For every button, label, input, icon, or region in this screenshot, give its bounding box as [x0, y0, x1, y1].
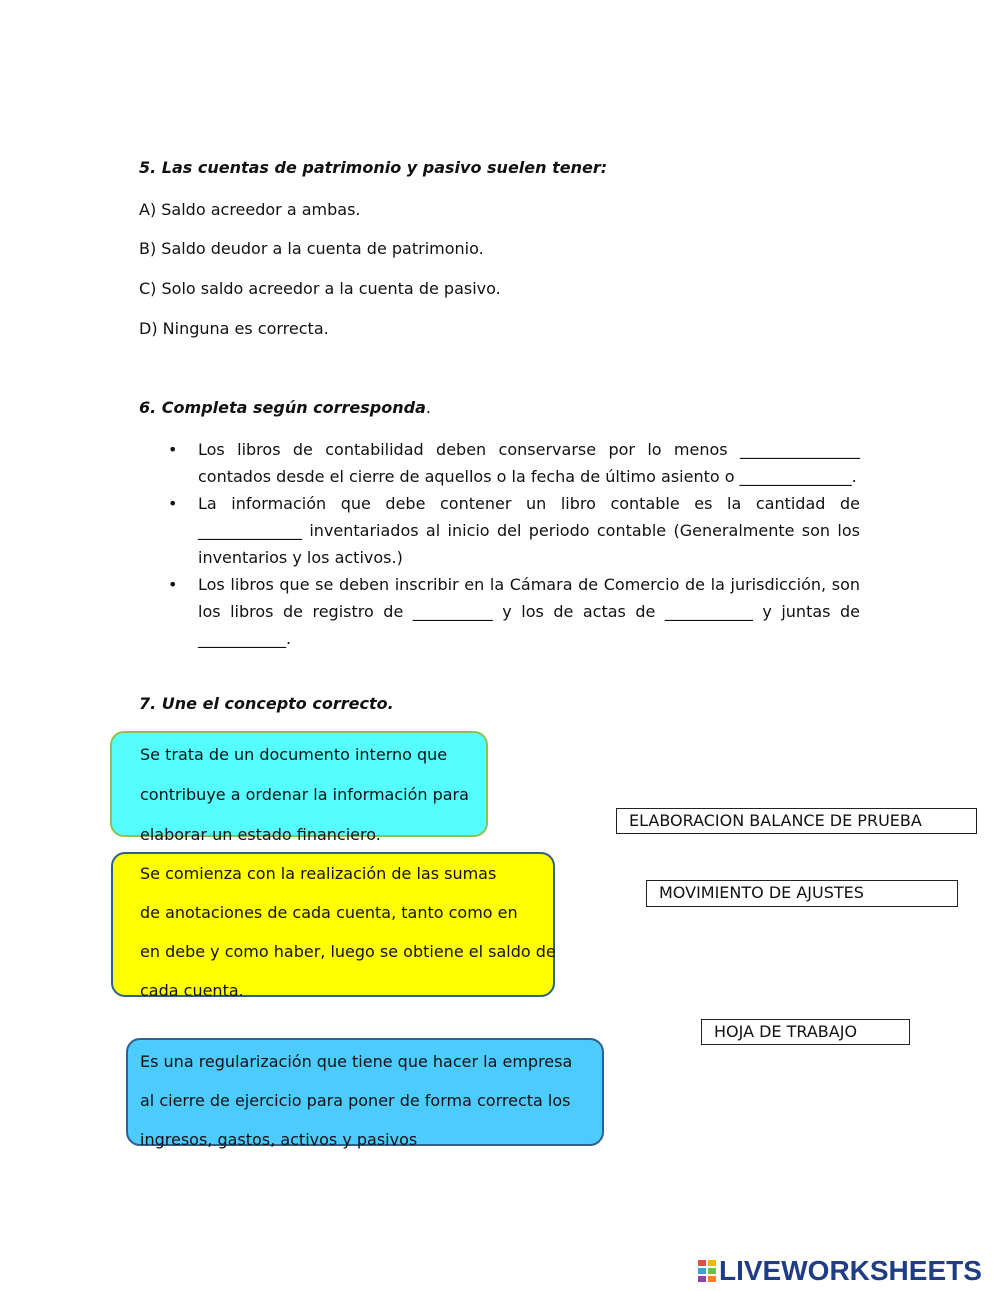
q5-option-c: C) Solo saldo acreedor a la cuenta de pasivo.: [139, 279, 501, 298]
q6-bullet-2: • La información que debe contener un libro contable es la cantidad de _____________ inventariados al inicio del periodo contable (Generalmente son los inventarios y los activos.): [168, 490, 860, 571]
q5-option-b: B) Saldo deudor a la cuenta de patrimonio.: [139, 239, 484, 258]
logo-icon-cell: [697, 1267, 707, 1275]
q6-title-period: .: [425, 398, 431, 417]
concept-3-line-1: Es una regularización que tiene que hacer la empresa: [140, 1052, 573, 1071]
q5-option-d: D) Ninguna es correcta.: [139, 319, 329, 338]
question-6-title: [139, 398, 431, 417]
concept-3-line-3: ingresos, gastos, activos y pasivos: [140, 1130, 418, 1149]
logo-icon-cell: [697, 1275, 707, 1283]
question-5-title: 5. Las cuentas de patrimonio y pasivo suelen tener:: [139, 158, 608, 177]
answer-box-movimiento-ajustes[interactable]: MOVIMIENTO DE AJUSTES: [646, 880, 958, 907]
concept-box-1[interactable]: [110, 731, 488, 844]
concept-3-line-2: al cierre de ejercicio para poner de forma correcta los: [140, 1091, 571, 1110]
q6-bullet-1: • Los libros de contabilidad deben conservarse por lo menos _______________ contados desde el cierre de aquellos o la fecha de último asiento o ______________.: [168, 436, 860, 490]
concept-1-line-2: contribuye a ordenar la información para: [140, 785, 469, 804]
logo-icon-cell: [697, 1259, 707, 1267]
q6-bullet-3: • Los libros que se deben inscribir en la Cámara de Comercio de la jurisdicción, son los libros de registro de __________ y los de actas de ___________ y juntas de ___________.: [168, 571, 860, 652]
logo-icon-cell: [707, 1267, 717, 1275]
logo-icon-cell: [707, 1259, 717, 1267]
liveworksheets-logo: [697, 1254, 982, 1288]
concept-box-3[interactable]: [126, 1038, 604, 1149]
q6-title-text: 6. Completa según corresponda: [139, 398, 426, 417]
concept-2-line-2: de anotaciones de cada cuenta, tanto como en: [140, 903, 518, 922]
concept-2-line-4: cada cuenta.: [140, 981, 244, 1000]
concept-2-line-3: en debe y como haber, luego se obtiene el saldo de: [140, 942, 556, 961]
liveworksheets-logo-text: LIVEWORKSHEETS: [719, 1255, 982, 1286]
concept-2-line-1: Se comienza con la realización de las sumas: [140, 864, 497, 883]
q6-bullet-list: [168, 436, 860, 652]
concept-1-line-1: Se trata de un documento interno que: [140, 745, 448, 764]
liveworksheets-logo-icon: [697, 1259, 717, 1283]
concept-1-line-3: elaborar un estado financiero.: [140, 825, 381, 844]
q5-option-a: A) Saldo acreedor a ambas.: [139, 200, 361, 219]
concept-box-2[interactable]: [111, 852, 556, 1000]
question-7-title: 7. Une el concepto correcto.: [139, 694, 394, 713]
answer-box-balance-prueba[interactable]: ELABORACION BALANCE DE PRUEBA: [616, 808, 977, 834]
answer-box-hoja-trabajo[interactable]: HOJA DE TRABAJO: [701, 1019, 910, 1045]
logo-icon-cell: [707, 1275, 717, 1283]
